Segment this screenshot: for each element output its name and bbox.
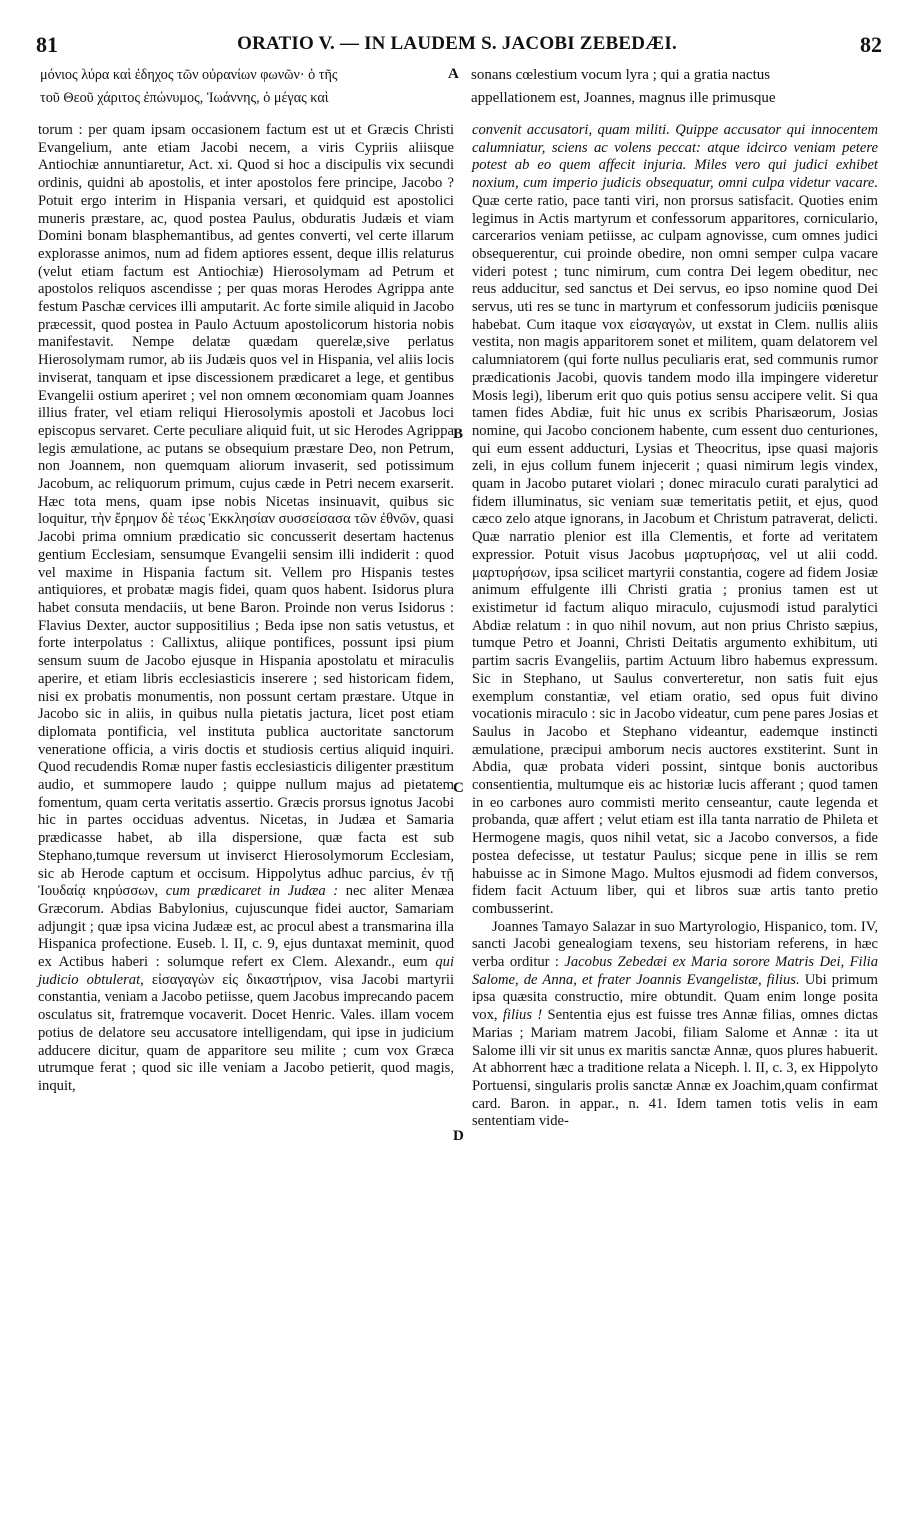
page-number-left: 81: [36, 32, 58, 57]
paragraph: torum : per quam ipsam occasionem factum est ut et Græcis Christi Evangelium, ante etiam Jacobi necem, a viris Cypriis aliisque Antiochiæ annuntiaretur, Act. xi. Quod si hoc a discipulis vix secundi ordinis, quidni ab apostolis, et inter apostolos fere principe, Jacobo ? Potuit ergo interim in Hispania versari, et quidquid est apostolici muneris præstare, ac, quod postea Paulus, obduratis Judæis et viam Domini bonam blasphemantibus, ad gentes converti, vel certe illarum explorasse animos, num ad fidem aptiores essent, deque illis relaturus (velut etiam factum est Antiochiæ) Hierosolymam ad Petrum et apostolos reliquos ascendisse ; per quas moras Herodes Agrippa ante festum Paschæ cervices illi amputarit. Ac forte simile aliquid in Jacobo præcessit, quod postea in Paulo Actuum apostolicorum historia nobis manifestavit. Nempe delatæ quædam querelæ,sive perlatus Hierosolymam rumor, ab iis Judæis quos vel in Hispania, vel aliis locis inviserat, tanquam et ipse discessionem prædicaret a lege, et gentibus Evangelii ostium aperiret ; vel non omnem œconomiam quam Joannes illius frater, vel etiam reliqui Hierosolymis apostoli et Jacobus loci episcopus servaret. Certe peculiare aliquid fuit, ut sic Herodes Agrippa legis æmulatione, ac putans se obsequium præstare Deo, non Petrum, non Joannem, non quemquam aliorum invaserit, sed potissimum Jacobum, ac reliquorum primum, cujus cæde in Petri necem exarserit. Hæc tota mens, quam ipse nobis Nicetas insinuavit, quibus sic loquitur, τὴν ἔρημον δὲ τέως Ἐκκλησίαν συσσείσασα τῶν ἐθνῶν, quasi Jacobi prima omnium prædicatio sic concusserit desertam hactenus gentium Ecclesiam, sensumque Evangelii sensim illi indiderit : quod vel maxime in Hispania factum sit. Vellem pro Hispanis testes antiquiores, et probatæ magis fidei, quam quos habent. Isidorus plura habet consuta mendaciis, ut bene Baron. Proinde non verus Isidorus : Flavius Dexter, auctor suppositilius ; Beda ipse non satis vetustus, et forte interpolatus : Callixtus, aliique pontifices, possunt ipsi pium sensum suum de Jacobo ejusque in Hispania apostolatu et miraculis aperire, et etiam libris ecclesiasticis inserere ; sed historicam fidem, nisi ex probatis monumentis, non possunt certam præstare. Utque in Jacobo sic in aliis, in quibus nulla pietatis jactura, licet post etiam diplomata pontificia, vel instituta publica auctoritate sanctorum veneratione officia, a viris doctis et studiosis certius aliquid inquiri. Quod recudendis Romæ nuper fastis ecclesiasticis diligenter præstitum audio, et summopere laudo ; quippe nullum majus ad pietatem fomentum, quam certa veritatis assertio. Græcis prorsus ignotus Jacobi hic in partes occiduas adventus. Nicetas, in Judæa et Samaria prædicasse habet, ab illa dispersione, quæ facta est sub Stephano,tumque reversum ut inviserct Hierosolymorum Ecclesiam, sic ab Herode captum et occisum. Hippolytus adhuc parcius, ἐν τῇ Ἰουδαίᾳ κηρύσσων, cum prædicaret in Judæa : nec aliter Menæa Græcorum. Abdias Babylonius, cujuscunque fidei auctor, Samariam adjungit ; quæ ipsa vicina Judææ est, ac procul abest a transmarina illa Hispanica profectione. Euseb. l. II, c. 9, ejus duntaxat meminit, quod ex Actibus haberi : solumque refert ex Clem. Alexandr., eum qui judicio obtulerat, εἰσαγαγὼν εἰς δικαστήριον, visa Jacobi martyrii constantia, veniam a Jacobo petiisse, quem Jacobus imprecando pacem osculatus sit, fratremque vocaverit. Docet Henric. Vales. illam vocem potius de delatore seu accusatore intelligendam, qui ipse in judicium adducere dicitur, quam de apparitore seu milite ; cum vox Græca utrumque ferat ; quod sic ille veniam a Jacobo petierit, quod magis, inquit,: [38, 122, 455, 1094]
greek-text-block: [40, 64, 442, 110]
section-marker-c: C: [453, 780, 464, 796]
section-marker-a: A: [448, 66, 459, 82]
section-marker-d: D: [453, 1128, 464, 1144]
paragraph: Joannes Tamayo Salazar in suo Martyrologio, Hispanico, tom. IV, sancti Jacobi genealogiam texens, seu historiam referens, in hæc verba orditur : Jacobus Zebedæi ex Maria sorore Matris Dei, Filia Salome, de Anna, et frater Joannis Evangelistæ, filius. Ubi primum ipsa quæsita constructio, mire obtundit. Quam enim longe posita vox, filius ! Sententia ejus est fuisse tres Annæ filias, omnes dictas Marias ; Mariam matrem Jacobi, filiam Salome et Annæ : ita ut Salome illi vir sit unus ex maritis sanctæ Annæ, quos plures habuerit. At abhorrent hæc a traditione relata a Niceph. l. II, c. 3, ex Hippolyto Portuensi, singularis prolis sanctæ Annæ ex Joachim,quam confirmat card. Baron. in appar., n. 41. Idem tamen totis velis in eam sententiam vide-: [472, 918, 879, 1130]
latin-line: appellationem est, Joannes, magnus ille primusque: [471, 90, 776, 106]
section-marker-b: B: [453, 426, 464, 442]
page-header: [32, 32, 882, 56]
right-column: [472, 122, 878, 1131]
left-column: [38, 122, 454, 1096]
latin-line: sonans cœlestium vocum lyra ; qui a gratia nactus: [471, 67, 771, 83]
greek-line: μόνιος λύρα καὶ ἐδηχος τῶν οὐρανίων φωνῶν· ὁ τῆς: [40, 67, 338, 83]
running-title: ORATIO V. — IN LAUDEM S. JACOBI ZEBEDÆI.: [237, 33, 677, 54]
paragraph: convenit accusatori, quam militi. Quippe accusator qui innocentem calumniatur, sciens ac volens peccat: atque idcirco veniam petere potest ab eo quem affecit injuria. Miles vero qui judici exhibet noxium, cum imperio judicis obsequatur, omni culpa videtur vacare. Quæ certe ratio, pace tanti viri, non prorsus satisfacit. Quoties enim legimus in Actis martyrum et confessorum apparitores, corniculario, carcerarios veniam petiisse, ac culpam agnovisse, cum omnes judici obsequerentur, cui proinde obedire, non omni semper culpa vacare videri potest ; tunc nimirum, cum contra Dei legem obeditur, nec reus adducitur, sed sanctus et Dei servus, eo ipso nomine quod Dei servus, uti res se tunc in martyrum et confessorum judiciis pœnisque habebat. Cum itaque vox εἰσαγαγὼν, ut exstat in Clem. nullis aliis vestita, non magis apparitorem sonet et militem, quam delatorem vel calumniatorem (qui forte nullus peculiaris erat, sed communis rumor prædicationis Jacobi, quovis tandem modo illa impingere videretur Mosis legi), liberum erit quo quis potius sensu accipere velit. Si qua tamen fides Abdiæ, fuit hic unus ex scribis Pharisæorum, Josias nomine, qui Jacobo concionem habente, cum essent duo centuriones, qui eum essent adducturi, Lysias et Theocritus, ipse quasi majoris zeli, in ejus collum funem injecerit ; quasi nimirum legis vindex, quam in Jacobo putaret violari ; donec miraculo curati paralytici ad fidem illuminatus, sic veniam suæ temeritatis petiit, et ejus, quod cæco zelo atque ignorans, in Jacobum et Christum patraverat, delicti. Quæ narratio plenior est illa Clementis, et forte ad veritatem expressior. Potuit visus Jacobus μαρτυρήσας, vel ut alii codd. μαρτυρήσων, ipsa scilicet martyrii constantia, cogere ad fidem Josiæ animum effulgente illi Christi gratia ; pronius tamen est ut existimetur id factum aliquo miraculo, cujusmodi istud paralytici Abdiæ relatum : in quo nihil novum, aut non prius Christo sæpius, tumque Petro et Joanni, Christi Deitatis argumento exhibitum, uti partim sacris Evangeliis, partim Actuum libro habemus expressum. Sic in Stephano, ut Saulus converteretur, non satis fuit ejus exemplum constantiæ, vel etiam oratio, sed opus fuit divino vocationis miraculo : sic in Jacobo videatur, cum pene pares Josias et Saulus in Jacobo et Stephano videantur, eademque instincti æmulatione, præcipui amborum necis auctores exstiterint. Sunt in Abdia, quæ probata videri possint, sintque bonis auctoribus consentientia, multumque eis ac historiæ lucis afferant ; quod tamen in eo carbones auro commisti merito censeantur, caute legenda et probanda, quæ affert ; velut etiam est illa tanta narratio de Phileta et Hermogene magis, quos nihil vetat, sic a Jacobo conversos, a fide postea defecisse, ut testatur Paulus; sicque pene in illis se rem habuisse ac in Simone Mago. Multos ejusmodi ad fidem conversos, fidem facit Actuum liber, qui et libros suæ artis tanto pretio combusserint.: [472, 122, 878, 917]
greek-line: τοῦ Θεοῦ χάριτος ἐπώνυμος, Ἰωάννης, ὁ μέγας καὶ: [40, 90, 329, 106]
page-number-right: 82: [860, 32, 882, 57]
latin-translation-block: [471, 64, 875, 110]
